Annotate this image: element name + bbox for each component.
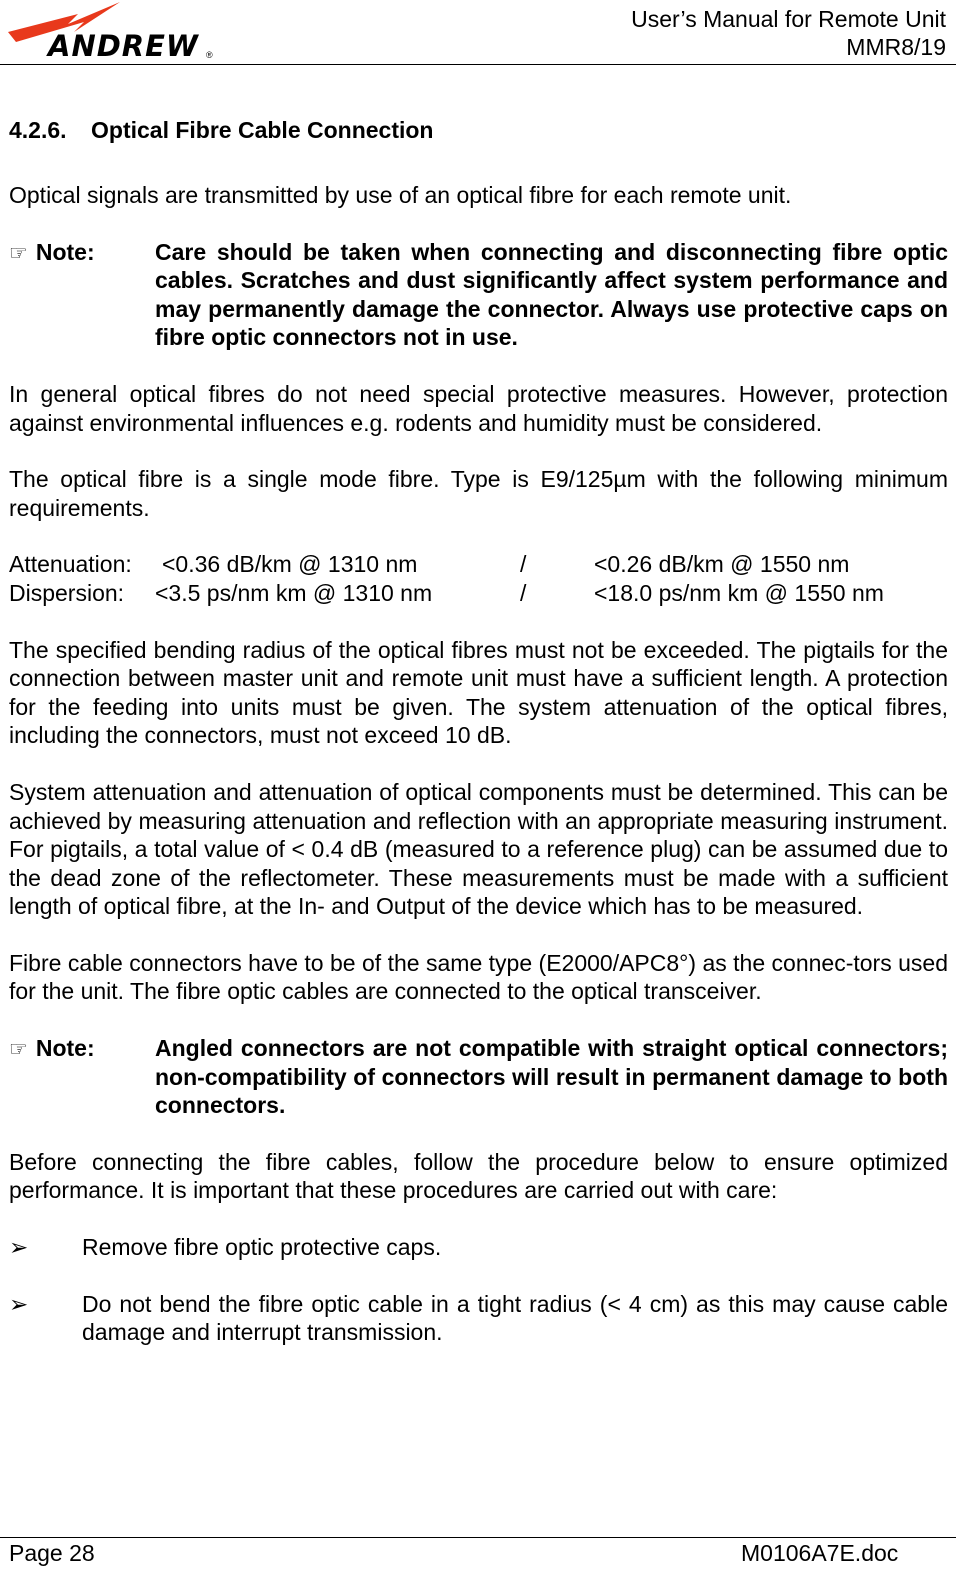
registered-mark: ® [206, 50, 213, 60]
spec-value-1550: <0.26 dB/km @ 1550 nm [594, 551, 850, 578]
list-item-text: Do not bend the fibre optic cable in a tight radius (< 4 cm) as this may cause cable damage and interrupt transmission. [82, 1290, 948, 1346]
spec-separator: / [520, 579, 527, 606]
title-line-2: MMR8/19 [846, 34, 946, 60]
spec-row-dispersion [9, 579, 948, 608]
title-line-1: User’s Manual for Remote Unit [631, 6, 946, 32]
page-footer [0, 1537, 956, 1566]
document-title [631, 5, 946, 61]
note-label: Note: [35, 238, 95, 265]
arrow-bullet-icon: ➢ [9, 1290, 29, 1317]
section-heading [9, 115, 948, 145]
andrew-logo [8, 2, 218, 62]
pointing-hand-icon: ☞ [9, 241, 28, 265]
page-content [9, 115, 948, 1375]
section-number: 4.2.6. [9, 117, 67, 143]
paragraph-fibre-type: The optical fibre is a single mode fibre. Type is E9/125µm with the following minimum requirements. [9, 466, 948, 521]
paragraph-intro: Optical signals are transmitted by use of an optical fibre for each remote unit. [9, 182, 792, 208]
spec-table [9, 550, 948, 607]
note-text: Angled connectors are not compatible with straight optical connectors; non-compatibility of connectors will result in permanent damage to both connectors. [155, 1035, 948, 1119]
section-title: Optical Fibre Cable Connection [91, 117, 434, 143]
spec-row-attenuation [9, 550, 948, 579]
spec-value-1550: <18.0 ps/nm km @ 1550 nm [594, 579, 884, 606]
paragraph-procedure-intro: Before connecting the fibre cables, follow the procedure below to ensure optimized performance. It is important that these procedures are carried out with care: [9, 1148, 948, 1204]
page-number: Page 28 [9, 1540, 95, 1566]
note-text: Care should be taken when connecting and disconnecting fibre optic cables. Scratches and dust significantly affect system performance and may permanently damage the connector. Always use protective caps on fibre optic connectors not in use. [155, 238, 948, 351]
spec-label: Dispersion: [9, 579, 125, 606]
note-block [9, 1034, 948, 1120]
spec-value-1310: <0.36 dB/km @ 1310 nm [162, 551, 418, 578]
note-block [9, 238, 948, 352]
note-label: Note: [35, 1035, 95, 1062]
paragraph-system-attenuation: System attenuation and attenuation of optical components must be determined. This can be achieved by measuring attenuation and reflection with an appropriate measuring instrument. For pigtails, a total value of < 0.4 dB (measured to a reference plug) can be assumed due to the dead zone of the reflectometer. These measurements must be made with a sufficient length of optical fibre, at the In- and Output of the device which has to be measured. [9, 778, 948, 920]
logo-wordmark: ANDREW [48, 29, 199, 63]
paragraph-protection: In general optical fibres do not need special protective measures. However, protection against environmental influences e.g. rodents and humidity must be considered. [9, 380, 948, 436]
pointing-hand-icon: ☞ [9, 1038, 28, 1062]
spec-value-1310: <3.5 ps/nm km @ 1310 nm [155, 579, 433, 606]
paragraph-connector-type: Fibre cable connectors have to be of the same type (E2000/APC8°) as the connec-tors used for the unit. The fibre optic cables are connected to the optical transceiver. [9, 949, 948, 1005]
list-item [9, 1290, 948, 1347]
arrow-bullet-icon: ➢ [9, 1234, 29, 1261]
paragraph-bending-radius: The specified bending radius of the optical fibres must not be exceeded. The pigtails for the connection between master unit and remote unit must have a sufficient length. A protection for the feeding into units must be given. The system attenuation of the optical fibres, including the connectors, must not exceed 10 dB. [9, 636, 948, 749]
document-filename: M0106A7E.doc [741, 1540, 899, 1566]
list-item-text: Remove fibre optic protective caps. [82, 1234, 442, 1261]
spec-label: Attenuation: [9, 551, 132, 578]
list-item [9, 1233, 948, 1262]
spec-separator: / [520, 551, 527, 578]
page-header [0, 0, 956, 65]
